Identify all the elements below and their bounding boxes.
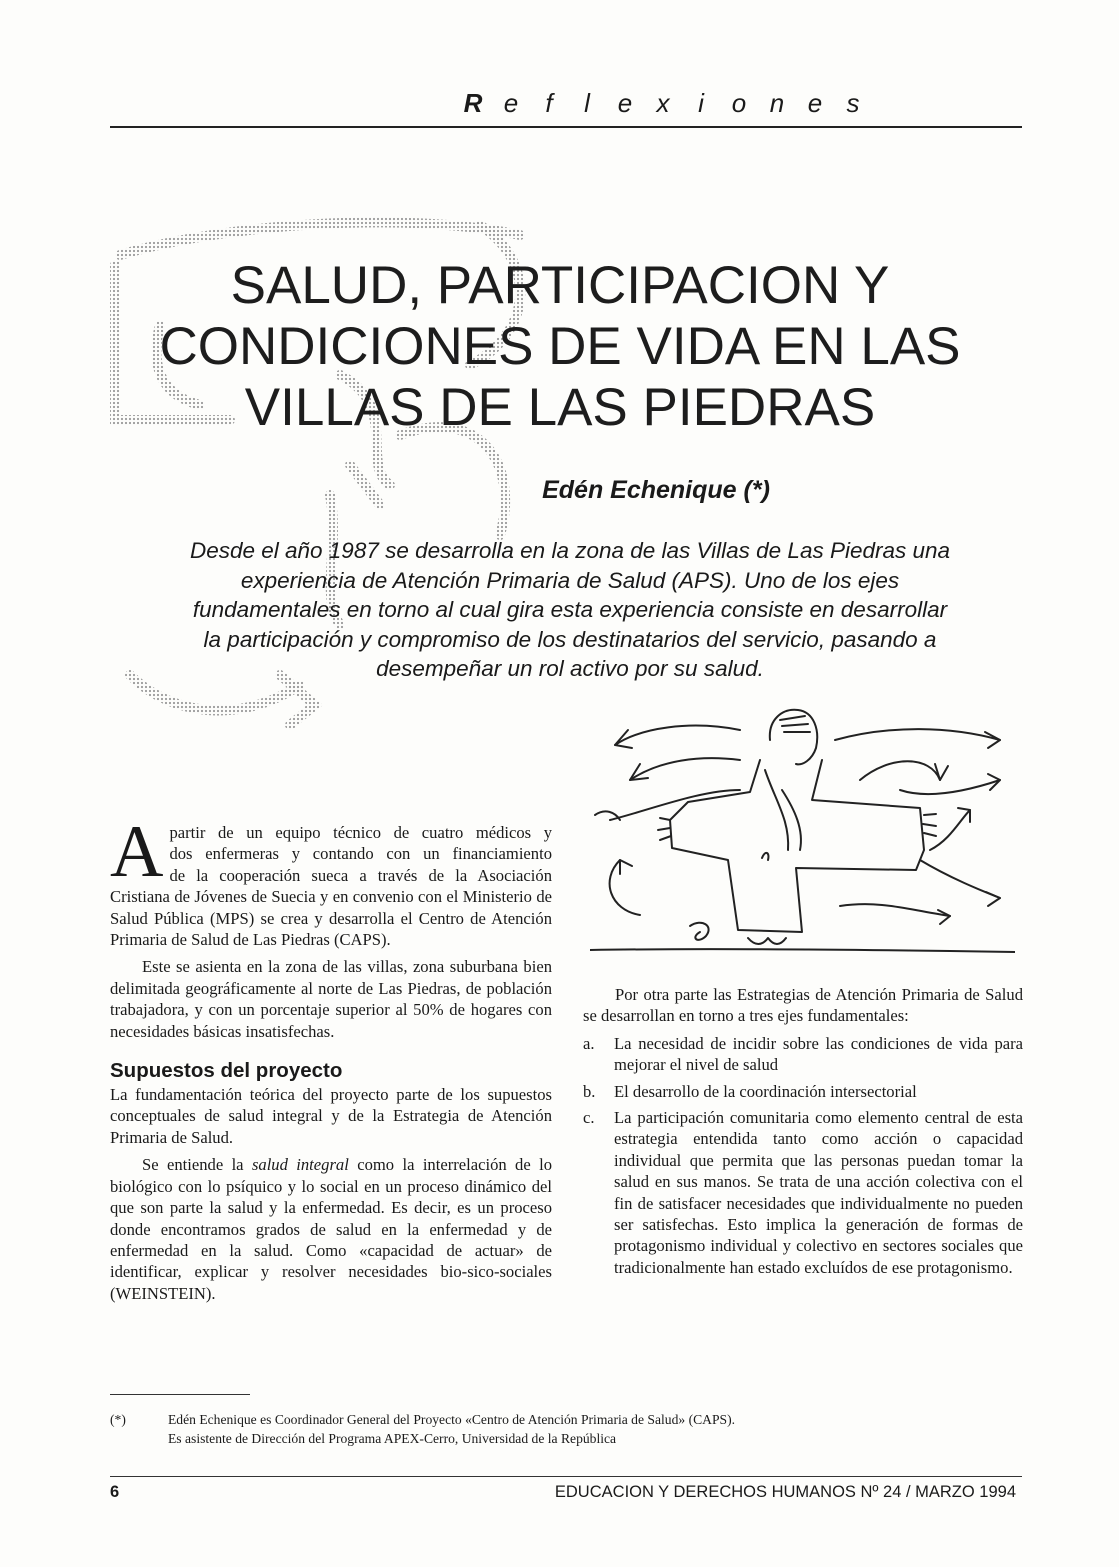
section-heading: Supuestos del proyecto: [110, 1059, 343, 1083]
left-column: [110, 811, 552, 1304]
intro-paragraph: A partir de un equipo técnico de cuatro médicos y dos enfermeras y contando con un financiamiento de la cooperación sueca a través de la Asociación Cristiana de Jóvenes de Suecia y en convenio con el Ministerio de Salud Pública (MPS) se crea y desarrolla el Centro de Atención Primaria de Salud de Las Piedras (CAPS).: [110, 811, 552, 950]
article-abstract: Desde el año 1987 se desarrolla en la zona de las Villas de Las Piedras una experiencia de Atención Primaria de Salud (APS). Uno de los ejes fundamentales en torno al cual gira esta experiencia consiste en desarrollar la participación y compromiso de los destinatarios del servicio, pasando a desempeñar un rol activo por su salud.: [189, 538, 951, 681]
paragraph: Este se asienta en la zona de las villas, zona suburbana bien delimitada geográficamente al norte de Las Piedras, de población trabajadora, y con un porcentaje superior al 50% de hogares con necesidades básicas insatisfechas.: [110, 957, 552, 1041]
page-footer: [110, 1476, 1022, 1503]
section-header: [110, 88, 1022, 128]
section-title: R e f l e x i o n e s: [463, 88, 860, 118]
paragraph: Se entiende la salud integral como la interrelación de lo biológico con lo psíquico y lo social en un proceso dinámico del que son parte la salud y la enfermedad. Es decir, es un proceso donde encontramos grados de salud en la enfermedad y de enfermedad en la salud. Como «capacidad de actuar» de identificar, explicar y resolver necesidades bio-sico-sociales (WEINSTEIN).: [110, 1155, 552, 1303]
right-column: [583, 984, 1023, 1283]
cross-figure-illustration: [590, 700, 1015, 962]
paragraph: Por otra parte las Estrategias de Atención Primaria de Salud se desarrollan en torno a tres ejes fundamentales:: [583, 985, 1023, 1026]
article-title: SALUD, PARTICIPACION Y CONDICIONES DE VIDA EN LAS VILLAS DE LAS PIEDRAS: [159, 256, 961, 437]
paragraph: La fundamentación teórica del proyecto parte de los supuestos conceptuales de salud integral y de la Estrategia de Atención Primaria de Salud.: [110, 1085, 552, 1147]
footnote-text: Edén Echenique es Coordinador General del Proyecto «Centro de Atención Primaria de Salud» (CAPS). Es asistente de Dirección del Programa APEX-Cerro, Universidad de la República: [168, 1412, 736, 1446]
footnote-marker: (*): [110, 1412, 126, 1427]
publication-info: EDUCACION Y DERECHOS HUMANOS Nº 24 / MARZO 1994: [554, 1483, 1016, 1501]
drop-cap: A: [110, 811, 164, 893]
list-item: b. El desarrollo de la coordinación intersectorial: [583, 1081, 917, 1101]
axes-list: [583, 1033, 1023, 1278]
author-byline: Edén Echenique (*): [542, 476, 770, 504]
list-item: a. La necesidad de incidir sobre las condiciones de vida para mejorar el nivel de salud: [583, 1033, 1023, 1075]
list-item: c. La participación comunitaria como elemento central de esta estrategia entendida tanto como acción o capacidad individual que permita que las personas puedan tomar la salud en sus manos. Se trata de una acción colectiva con el fin de satisfacer necesidades que individualmente no pueden ser satisfechas. Esto implica la generación de formas de protagonismo individual y colectivo en sectores sociales que tradicionalmente han estado excluídos de ese protagonismo.: [583, 1108, 1023, 1277]
page-number: 6: [110, 1483, 120, 1501]
emphasis: salud integral: [251, 1155, 349, 1175]
footnote-divider: [110, 1394, 250, 1395]
